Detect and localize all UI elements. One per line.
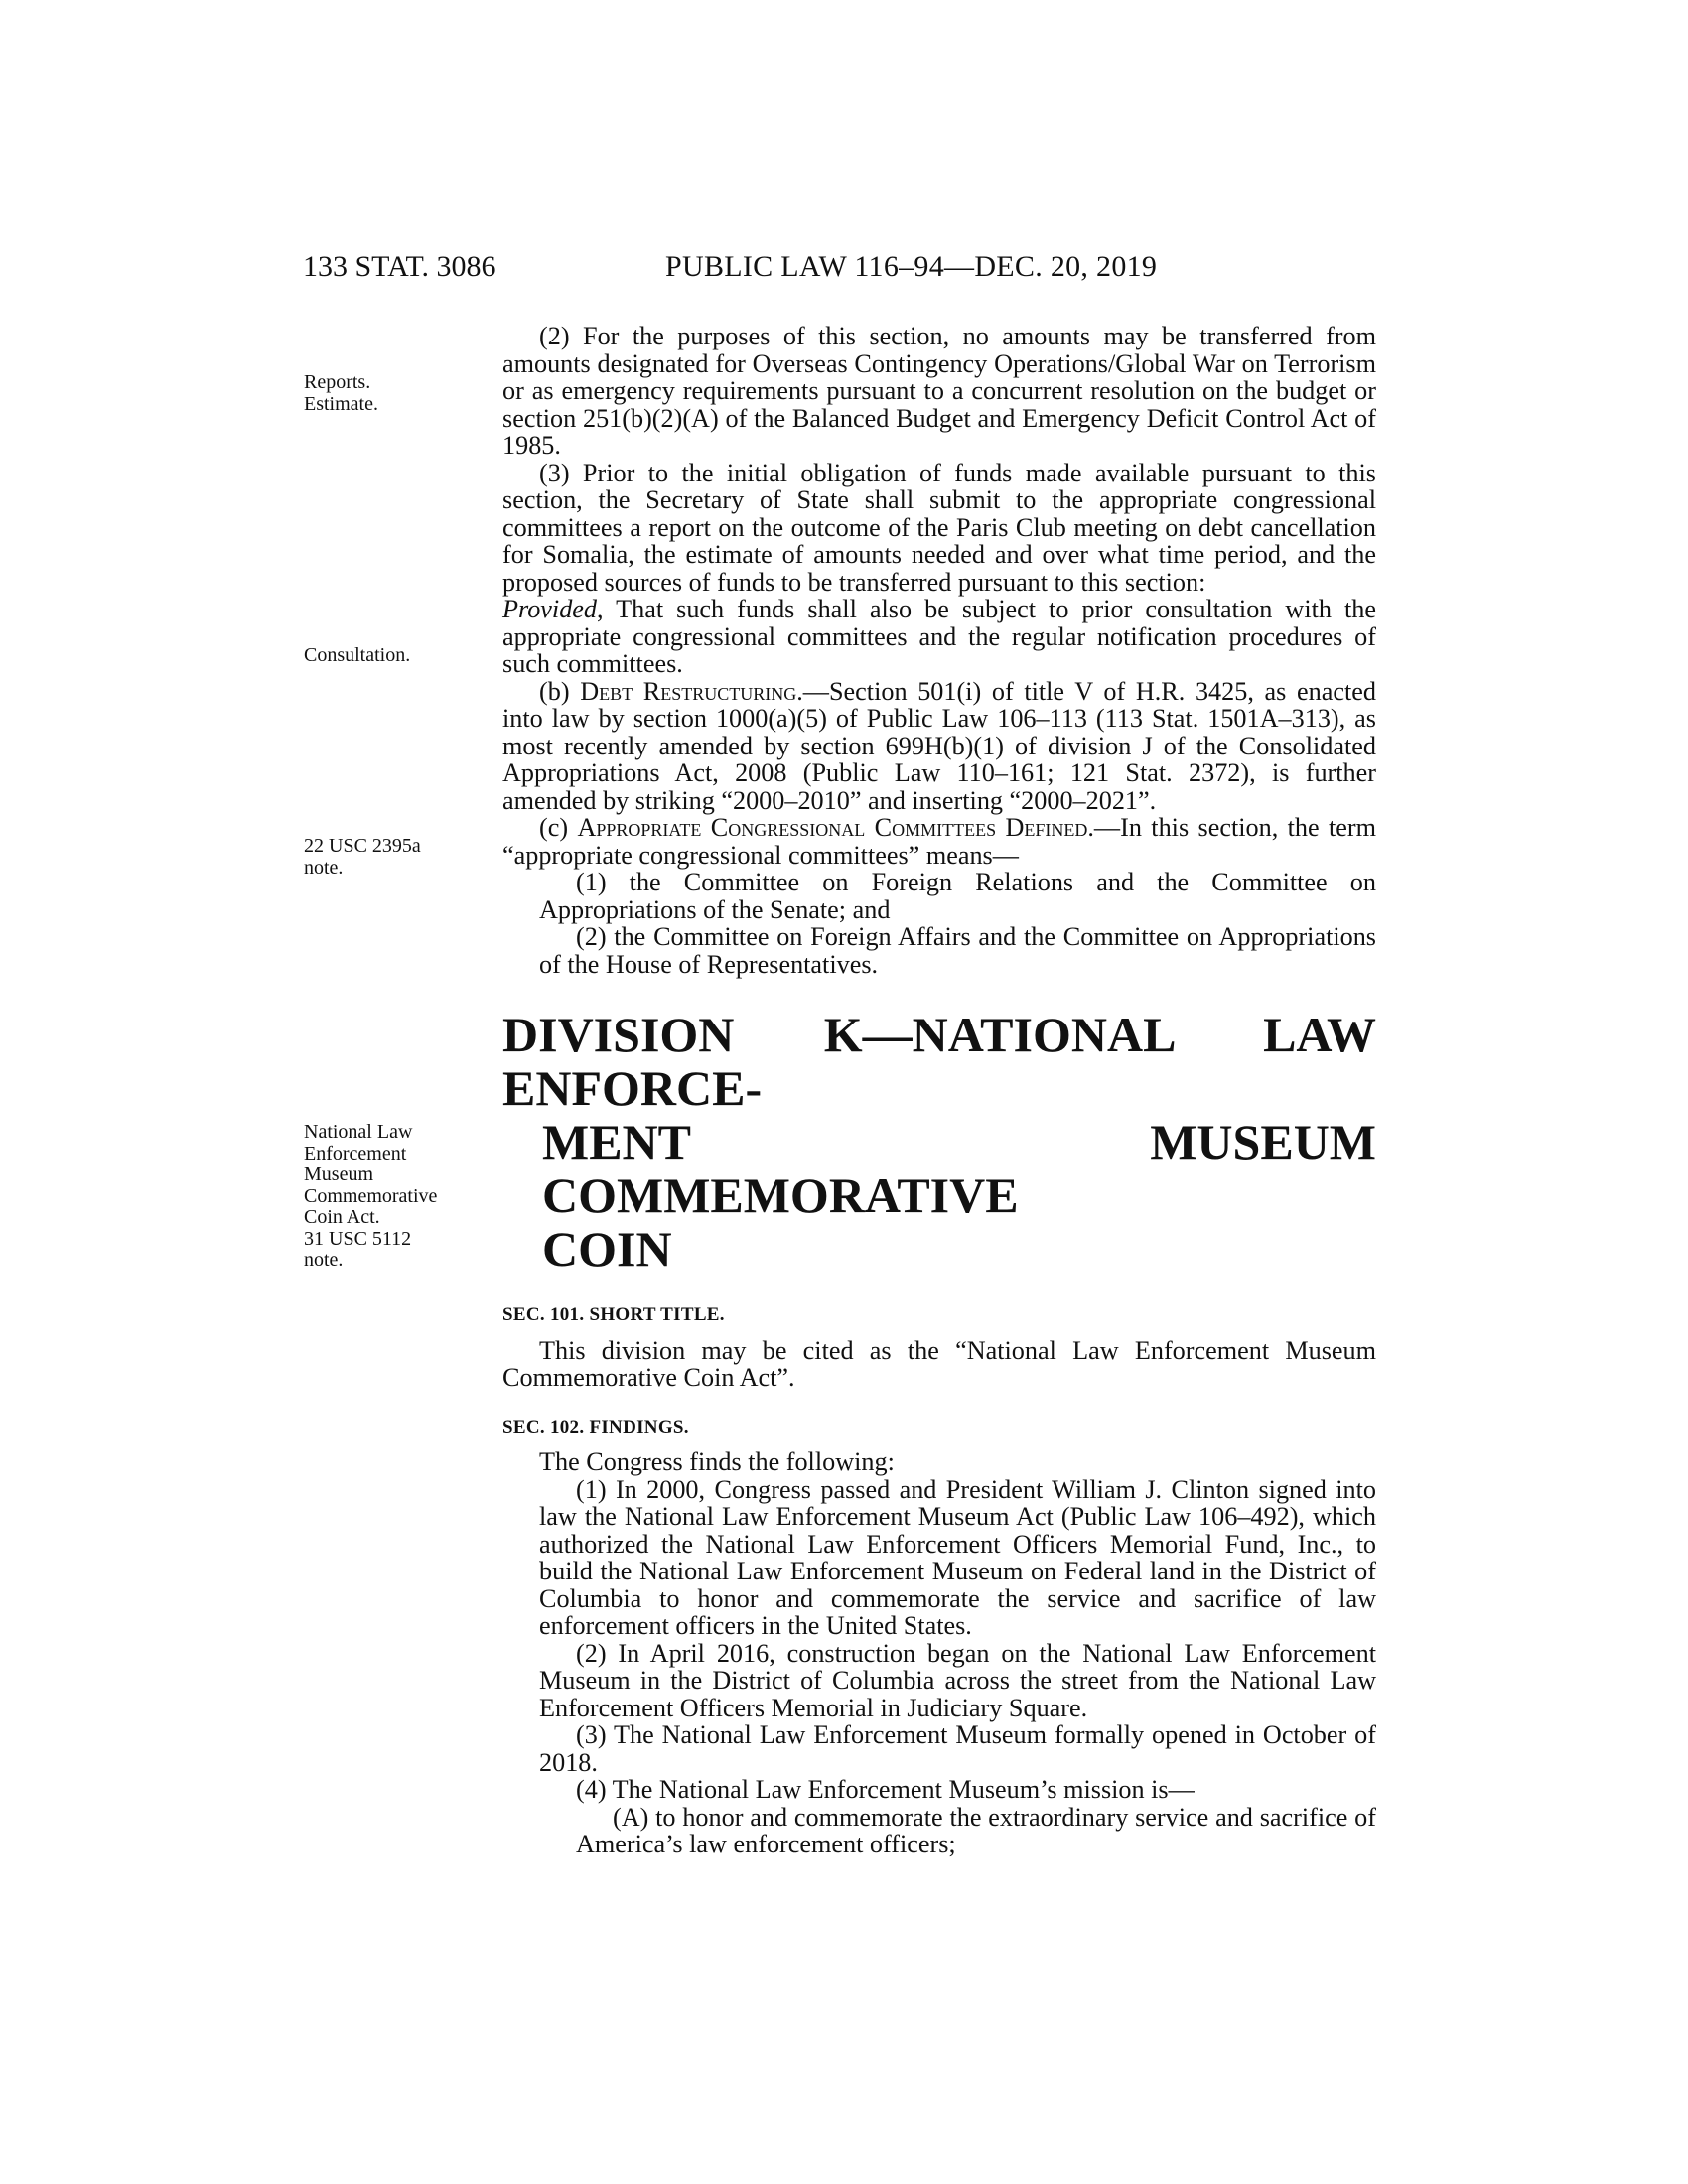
b-heading: Debt Restructuring [580,676,797,706]
finding-2: (2) In April 2016, construction began on the National Law Enforcement Museum in the District of Columbia across the street from the National Law Enforcement Officers Memorial in Judiciary Square. [539,1638,1376,1722]
main-text [502,323,1376,1858]
finding-1: (1) In 2000, Congress passed and President William J. Clinton signed into law the National Law Enforcement Museum Act (Public Law 106–492), which authorized the National Law Enforcement Officers Memorial Fund, Inc., to build the National Law Enforcement Museum on Federal land in the District of Columbia to honor and commemorate the service and sacrifice of law enforcement officers in the United States. [539,1474,1376,1640]
running-title: PUBLIC LAW 116–94—DEC. 20, 2019 [665,250,1158,283]
note-line: note. [304,1249,344,1271]
margin-note-consultation [304,645,492,667]
note-line: 22 USC 2395a [304,835,421,857]
finding-4a: (A) to honor and commemorate the extraordinary service and sacrifice of America’s law enforcement officers; [576,1802,1376,1858]
paragraph-3 [502,460,1376,678]
note-line: Commemorative [304,1184,438,1207]
note-line: Consultation. [304,644,411,666]
note-line: Reports. [304,371,371,393]
note-line: Museum [304,1163,373,1185]
c-label: (c) [539,813,578,842]
division-title-line-3: COIN [542,1221,672,1277]
note-line: Estimate. [304,392,378,415]
margin-note-usc [304,836,492,879]
p3-text: (3) Prior to the initial obligation of funds made available pursuant to this section, the Secretary of State shall submit to the appropriate congressional committees a report on the outcome of the Paris Club meeting on debt cancellation for Somalia, the estimate of amounts needed and over what time period, and the proposed sources of funds to be transferred pursuant to this section: [502,458,1376,597]
paragraph-2: (2) For the purposes of this section, no amounts may be transferred from amounts designated for Overseas Contingency Operations/Global War on Terrorism or as emergency requirements pursuant to a concurrent resolution on the budget or section 251(b)(2)(A) of the Balanced Budget and Emergency Deficit Control Act of 1985. [502,322,1376,460]
division-title-line-1: DIVISION K—NATIONAL LAW ENFORCE- [502,1007,1376,1116]
b-text: .—Section 501(i) of title V of H.R. 3425, as enacted into law by section 1000(a)(5) of Public Law 106–113 (113 Stat. 1501A–313), as most recently amended by section 699H(b)(1) of division J of the Consolidated Appropriations Act, 2008 (Public Law 110–161; 121 Stat. 2372), is further amended by striking “2000–2010” and inserting “2000–2021”. [502,676,1376,815]
subsection-c [502,814,1376,869]
subsection-b [502,678,1376,815]
finding-4: (4) The National Law Enforcement Museum’s mission is— [576,1775,1195,1804]
sec-101-text: This division may be cited as the “National Law Enforcement Museum Commemorative Coin Act”. [502,1335,1376,1392]
provided-italic: Provided [502,595,598,623]
division-title [502,1008,1376,1276]
c-text: .—In this section, the term “appropriate congressional committees” means— [502,813,1376,870]
stat-page-number: 133 STAT. 3086 [303,250,496,283]
sec-102-heading: SEC. 102. FINDINGS. [502,1416,689,1437]
note-line: 31 USC 5112 [304,1227,412,1250]
note-line: Coin Act. [304,1206,380,1228]
p3-end: , That such funds shall also be subject to prior consultation with the appropriate congressional committees and the regular notification procedures of such committees. [502,595,1376,678]
margin-note-reports [304,372,492,415]
division-title-line-2: MENT MUSEUM COMMEMORATIVE [542,1114,1376,1223]
paragraph-c2: (2) the Committee on Foreign Affairs and the Committee on Appropriations of the House of Representatives. [539,922,1376,979]
finding-3: (3) The National Law Enforcement Museum formally opened in October of 2018. [539,1720,1376,1777]
sec-101-heading: SEC. 101. SHORT TITLE. [502,1304,725,1325]
c-heading: Appropriate Congressional Committees Defined [577,813,1088,842]
b-label: (b) [539,676,581,706]
paragraph-c1: (1) the Committee on Foreign Relations and the Committee on Appropriations of the Senate; and [539,868,1376,924]
findings-intro: The Congress finds the following: [539,1447,895,1476]
note-line: note. [304,856,344,879]
note-line: National Law [304,1121,413,1143]
note-line: Enforcement [304,1142,407,1164]
margin-note-coin-act [304,1122,492,1272]
